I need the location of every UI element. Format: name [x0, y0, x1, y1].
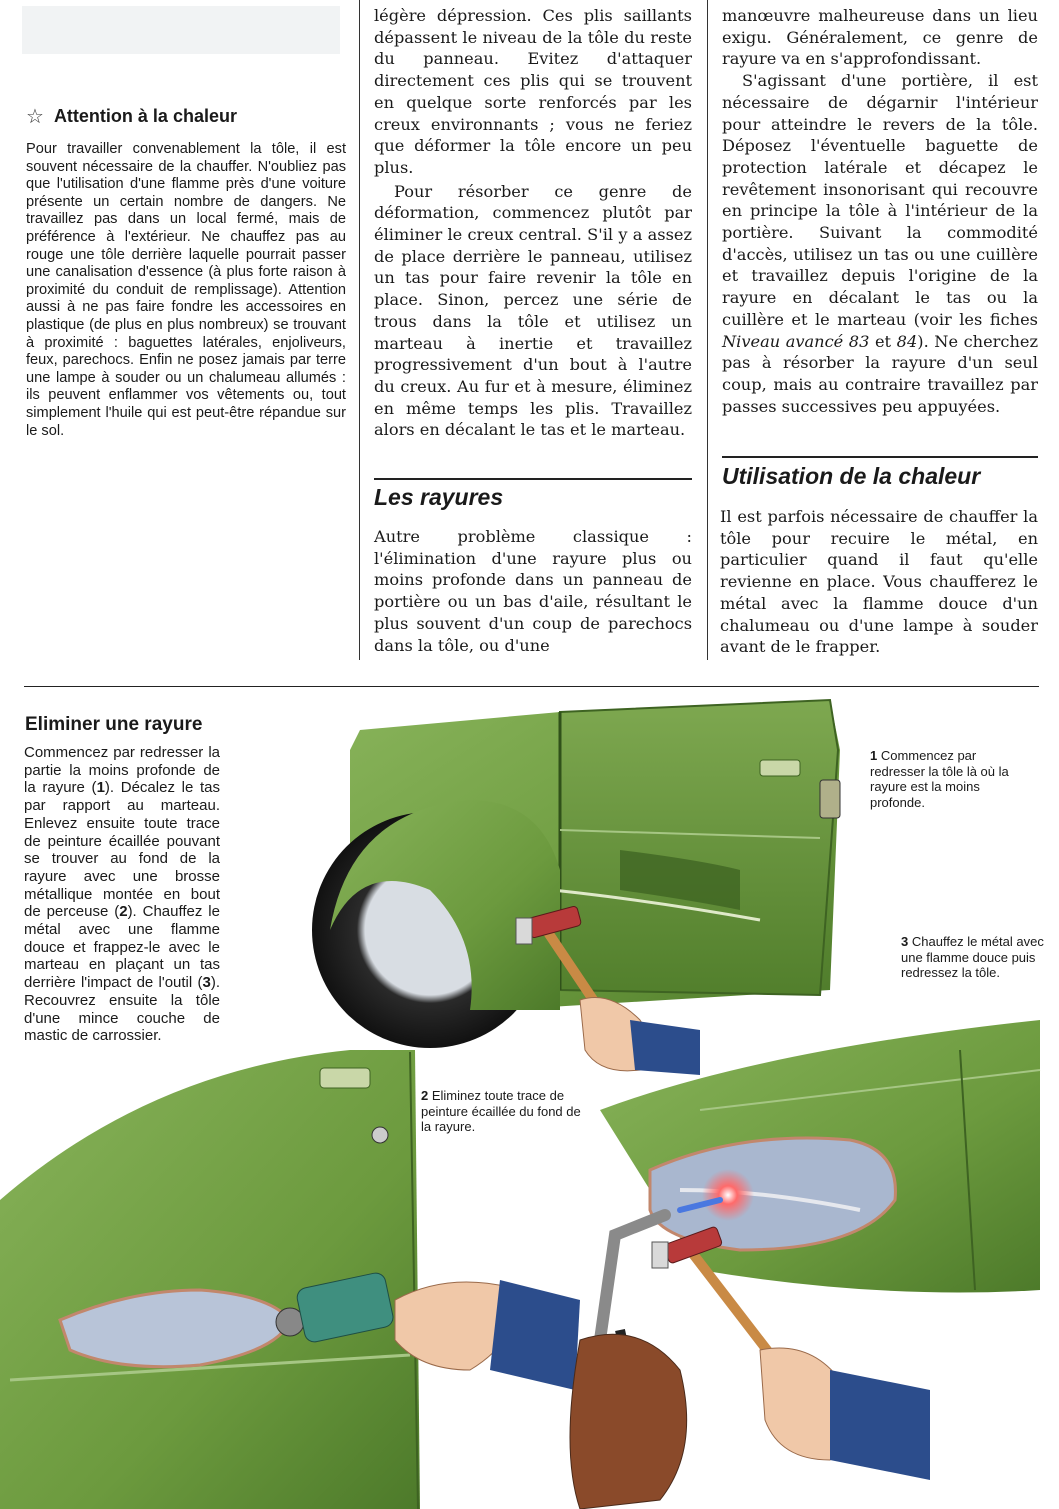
sidebar-title [26, 104, 346, 129]
key-lock [372, 1127, 388, 1143]
article-column-2-continued [374, 526, 692, 656]
column-divider [359, 0, 360, 660]
section-rule [374, 478, 692, 480]
column-divider [707, 0, 708, 660]
sleeve [830, 1370, 930, 1480]
dolly-block [516, 918, 532, 944]
caption-3: 3 Chauffez le métal avec une flamme douce puis redressez la tôle. [901, 934, 1044, 980]
sleeve [490, 1280, 580, 1390]
gloved-hand [570, 1334, 687, 1509]
procedure-title: Eliminer une rayure [25, 714, 203, 735]
blowtorch-nozzle [600, 1215, 665, 1340]
paragraph: manœuvre malheureuse dans un lieu exigu. Généralement, ce genre de rayure va en s'approfondissant. [722, 6, 1038, 69]
door-latch [820, 780, 840, 818]
car-door [560, 700, 838, 995]
section-heading-rayures: Les rayures [374, 484, 504, 510]
paragraph: Il est parfois nécessaire de chauffer la tôle pour recuire le métal, en particulier quand il faut qu'elle revienne en place. Vous chaufferez le métal avec la flamme douce d'un chalumeau ou d'une lampe à souder avant de le frapper. [720, 507, 1038, 657]
section-heading-chaleur: Utilisation de la chaleur [722, 463, 981, 489]
star-outline-icon: ☆ [26, 106, 44, 128]
procedure-body: Commencez par redresser la partie la moins profonde de la rayure (1). Décalez le tas par rapport au marteau. Enlevez ensuite toute trace de peinture écaillée pouvant se trouver au fond de la rayure avec une brosse métallique montée en bout de perceuse (2). Chauffez le métal avec une flamme douce et frappez-le avec le marteau en plaçant un tas derrière l'impact de l'outil (3). Recouvrez ensuite la tôle d'une mince couche de mastic de carrossier. [24, 744, 220, 1045]
illustration-1 [312, 700, 840, 1075]
sidebar-title-text: Attention à la chaleur [53, 106, 237, 126]
section-rule [722, 456, 1038, 458]
section-divider [24, 686, 1039, 687]
paragraph: légère dépression. Ces plis saillants dépassent le niveau de la tôle du reste du panneau. Evitez d'attaquer directement ces plis qui se trouvent en quelque sorte renforcés par les creux environnants ; vous ne feriez que déformer la tôle encore un peu plus. [374, 6, 692, 177]
caption-1: 1 Commencez par redresser la tôle là où la rayure est la moins profonde. [870, 748, 1009, 810]
paragraph: S'agissant d'une portière, il est nécessaire de dégarnir l'intérieur pour atteindre le revers de la tôle. Déposez l'éventuelle baguette de protection latérale et décapez le revêtement insonorisant qui recouvre en principe la tôle à l'intérieur de la portière. Suivant la commodité d'accès, utilisez un tas ou une cuillère et travaillez depuis l'origine de la rayure en décalant le tas ou la cuillère et le marteau (voir les fiches Niveau avancé 83 et 84). Ne cherchez pas à résorber la rayure d'un seul coup, mais au contraire travaillez par passes successives peu appuyées. [722, 71, 1038, 416]
sidebar-body: Pour travailler convenablement la tôle, il est souvent nécessaire de la chauffer. N'oubliez pas que l'utilisation d'une flamme près d'une voiture présente un certain nombre de dangers. Ne travaillez pas dans un local fermé, mais de préférence à l'extérieur. Ne chauffez pas au rouge une tôle derrière laquelle pourrait passer une canalisation d'essence (à plus forte raison à proximité du conduit de remplissage). Attention aussi à ne pas faire fondre les accessoires en plastique (de plus en plus nombreux) se trouvant à proximité : baguettes latérales, enjoliveurs, feux, parechocs. Enfin ne posez jamais par terre une lampe à souder ou un chalumeau allumés : ils peuvent enflammer vos vêtements ou, tout simplement l'huile qui est peut-être répandue sur le sol. [26, 141, 346, 439]
sleeve [630, 1020, 700, 1075]
caption-2: 2 Eliminez toute trace de peinture écaillée du fond de la rayure. [421, 1088, 581, 1134]
article-column-3 [722, 5, 1038, 417]
article-column-3-continued [720, 506, 1038, 658]
dolly-block [652, 1242, 668, 1268]
door-handle [760, 760, 800, 776]
warning-sidebar [26, 104, 346, 440]
article-column-2 [374, 5, 692, 441]
header-band [22, 6, 340, 54]
paragraph: Pour résorber ce genre de déformation, commencez plutôt par éliminer le creux central. S'il y a assez de place derrière le panneau, utilisez un tas pour faire revenir la tôle en place. Sinon, percez une série de trous dans la tôle et utilisez un marteau à inertie et travaillez progressivement d'un bout à l'autre du creux. Au fur et à mesure, éliminez en même temps les plis. Travaillez alors en décalant le tas et le marteau. [374, 181, 692, 440]
paragraph: Autre problème classique : l'élimination d'une rayure plus ou moins profonde dans un panneau de portière ou un bas d'aile, résultant le plus souvent d'un coup de parechocs dans la tôle, ou d'une [374, 527, 692, 655]
illustration-3 [570, 1020, 1040, 1509]
door-handle [320, 1068, 370, 1088]
flame-glow [702, 1169, 754, 1221]
